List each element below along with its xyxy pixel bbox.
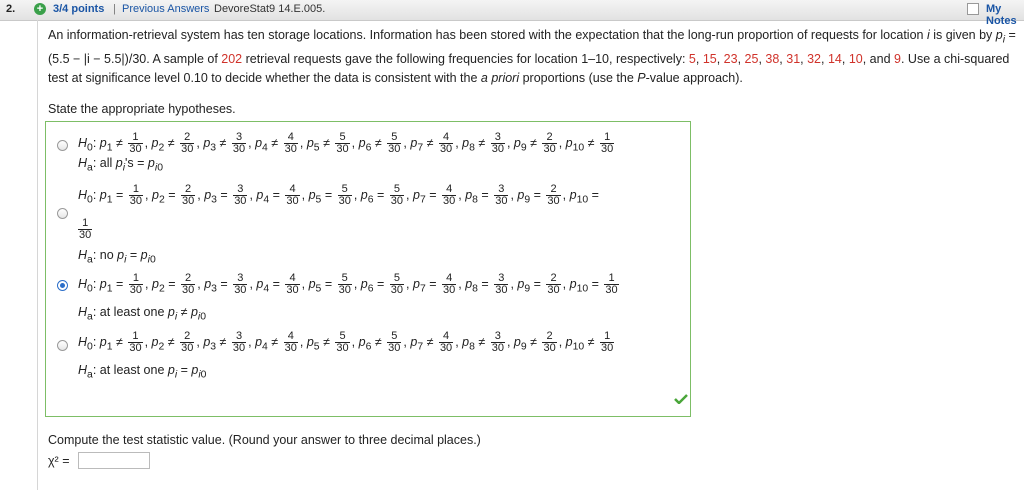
my-notes-link[interactable]: My Notes — [986, 3, 1017, 27]
fraction: $\frac{2}{30}$ — [181, 183, 195, 207]
fraction: $\frac{1}{30}$ — [79, 217, 92, 241]
fraction: $\frac{4}{30}$ — [439, 131, 453, 155]
fraction: $\frac{1}{30}$ — [601, 330, 614, 354]
fraction: $\frac{5}{30}$ — [388, 131, 401, 155]
fraction: $\frac{1}{30}$ — [129, 131, 142, 155]
frequency-value: 23 — [723, 51, 738, 66]
radio-button[interactable] — [57, 280, 68, 291]
fraction: $\frac{3}{30}$ — [234, 272, 247, 296]
hypotheses-options — [45, 121, 691, 417]
hypotheses-prompt: State the appropriate hypotheses. — [48, 102, 236, 116]
fraction: $\frac{3}{30}$ — [491, 131, 504, 155]
fraction: $\frac{1}{30}$ — [129, 272, 143, 296]
fraction: $\frac{4}{30}$ — [284, 131, 297, 155]
frequency-value: 32 — [807, 51, 822, 66]
fraction: $\frac{3}{30}$ — [495, 183, 508, 207]
fraction: $\frac{1}{30}$ — [129, 330, 142, 354]
previous-answers-link[interactable]: Previous Answers — [122, 3, 210, 15]
separator: | — [113, 3, 116, 15]
frequency-value: 10 — [848, 51, 863, 66]
fraction: $\frac{5}{30}$ — [336, 330, 349, 354]
null-hypothesis: $H_0$: $p_1$ ≠ $\frac{1}{30}$ , $p_2$ ≠ $\frac{2}{30}$ , $p_3$ ≠ $\frac{3}{30}$ , $p_4$ ≠ $\frac{4}{30}$ , $p_5$ ≠ $\frac{5}{30}$ , $p_6$ ≠ $\frac{5}{30}$ , $p_7$ ≠ $\frac{4}{30}$ , $p_8$ ≠ $\frac{3}{30}$ , $p_9$ ≠ $\frac{2}{30}$ , $p_{10}$ ≠ $\frac{1}{30}$ — [78, 131, 614, 155]
question-number: 2. — [6, 3, 16, 15]
radio-button[interactable] — [57, 140, 68, 151]
fraction: $\frac{1}{30}$ — [129, 183, 143, 207]
fraction: $\frac{4}{30}$ — [443, 183, 456, 207]
alternative-hypothesis: $H_a$: at least one $p_i \ne p_{i0}$ — [78, 305, 207, 323]
fraction: $\frac{3}{30}$ — [491, 330, 504, 354]
frequency-list: 5, 15, 23, 25, 38, 31, 32, 14, 10, and 9 — [688, 51, 901, 66]
fraction: $\frac{2}{30}$ — [181, 272, 195, 296]
fraction: $\frac{2}{30}$ — [547, 183, 560, 207]
fraction: $\frac{4}{30}$ — [286, 183, 299, 207]
frequency-value: 15 — [702, 51, 717, 66]
fraction: $\frac{5}{30}$ — [390, 183, 404, 207]
frequency-value: 9 — [894, 51, 901, 66]
fraction: $\frac{5}{30}$ — [338, 183, 351, 207]
fraction: $\frac{1}{30}$ — [601, 131, 614, 155]
fraction: $\frac{5}{30}$ — [336, 131, 349, 155]
null-hypothesis: $H_0$: $p_1$ = $\frac{1}{30}$ , $p_2$ = $\frac{2}{30}$ , $p_3$ = $\frac{3}{30}$ , $p_4$ = $\frac{4}{30}$ , $p_5$ = $\frac{5}{30}$ , $p_6$ = $\frac{5}{30}$ , $p_7$ = $\frac{4}{30}$ , $p_8$ = $\frac{3}{30}$ , $p_9$ = $\frac{2}{30}$ , $p_{10}$ = — [78, 183, 599, 207]
points-label: 3/4 points — [53, 3, 105, 15]
wrapped-fraction — [76, 218, 94, 241]
correct-check-icon — [674, 394, 688, 404]
fraction: $\frac{4}{30}$ — [284, 330, 297, 354]
frequency-value: 5 — [688, 51, 696, 66]
source-label: DevoreStat9 14.E.005. — [214, 3, 326, 15]
frequency-value: 14 — [827, 51, 842, 66]
fraction: $\frac{3}{30}$ — [232, 131, 246, 155]
fraction: $\frac{2}{30}$ — [181, 131, 194, 155]
radio-button[interactable] — [57, 208, 68, 219]
null-hypothesis: $H_0$: $p_1$ ≠ $\frac{1}{30}$ , $p_2$ ≠ $\frac{2}{30}$ , $p_3$ ≠ $\frac{3}{30}$ , $p_4$ ≠ $\frac{4}{30}$ , $p_5$ ≠ $\frac{5}{30}$ , $p_6$ ≠ $\frac{5}{30}$ , $p_7$ ≠ $\frac{4}{30}$ , $p_8$ ≠ $\frac{3}{30}$ , $p_9$ ≠ $\frac{2}{30}$ , $p_{10}$ ≠ $\frac{1}{30}$ — [78, 330, 614, 354]
fraction: $\frac{1}{30}$ — [605, 272, 618, 296]
fraction: $\frac{2}{30}$ — [547, 272, 560, 296]
notes-icon[interactable] — [967, 3, 979, 15]
alternative-hypothesis: $H_a$: no $p_i = p_{i0}$ — [78, 248, 156, 266]
fraction: $\frac{2}{30}$ — [543, 330, 556, 354]
fraction: $\frac{5}{30}$ — [338, 272, 351, 296]
fraction: $\frac{2}{30}$ — [181, 330, 194, 354]
alternative-hypothesis: $H_a$: all $p_i's = p_{i0}$ — [78, 156, 163, 174]
question-content — [37, 20, 1024, 490]
chi-squared-label: χ² = — [48, 454, 70, 468]
fraction: $\frac{5}{30}$ — [390, 272, 404, 296]
question-header — [0, 0, 1024, 27]
fraction: $\frac{3}{30}$ — [234, 183, 247, 207]
fraction: $\frac{4}{30}$ — [286, 272, 299, 296]
frequency-value: 31 — [786, 51, 801, 66]
alternative-hypothesis: $H_a$: at least one $p_i = p_{i0}$ — [78, 363, 207, 381]
compute-prompt: Compute the test statistic value. (Round your answer to three decimal places.) — [48, 433, 481, 447]
fraction: $\frac{5}{30}$ — [388, 330, 401, 354]
chi-squared-input[interactable] — [78, 452, 150, 469]
frequency-value: 25 — [744, 51, 759, 66]
expand-plus-icon[interactable]: + — [34, 3, 46, 15]
fraction: $\frac{4}{30}$ — [443, 272, 456, 296]
fraction: $\frac{2}{30}$ — [543, 131, 556, 155]
fraction: $\frac{4}{30}$ — [439, 330, 453, 354]
null-hypothesis: $H_0$: $p_1$ = $\frac{1}{30}$ , $p_2$ = $\frac{2}{30}$ , $p_3$ = $\frac{3}{30}$ , $p_4$ = $\frac{4}{30}$ , $p_5$ = $\frac{5}{30}$ , $p_6$ = $\frac{5}{30}$ , $p_7$ = $\frac{4}{30}$ , $p_8$ = $\frac{3}{30}$ , $p_9$ = $\frac{2}{30}$ , $p_{10}$ = $\frac{1}{30}$ — [78, 272, 618, 296]
radio-button[interactable] — [57, 340, 68, 351]
sample-size: 202 — [221, 51, 243, 66]
fraction: $\frac{3}{30}$ — [232, 330, 246, 354]
fraction: $\frac{3}{30}$ — [495, 272, 508, 296]
problem-text: An information-retrieval system has ten storage locations. Information has been stored with the expectation that the long-run proportion of requests for location i is given by $p_i = (5.5 - |i - 5.5|)/30$. A sample of 202 retrieval requests gave the following frequencies for location 1–10, respectively: 5, 15, 23, 25, 38, 31, 32, 14, 10, and 9. Use a chi-squared test at significance level 0.10 to decide whether the data is consistent with the a priori proportions (use the P-value approach). — [48, 28, 1016, 85]
frequency-value: 38 — [765, 51, 780, 66]
